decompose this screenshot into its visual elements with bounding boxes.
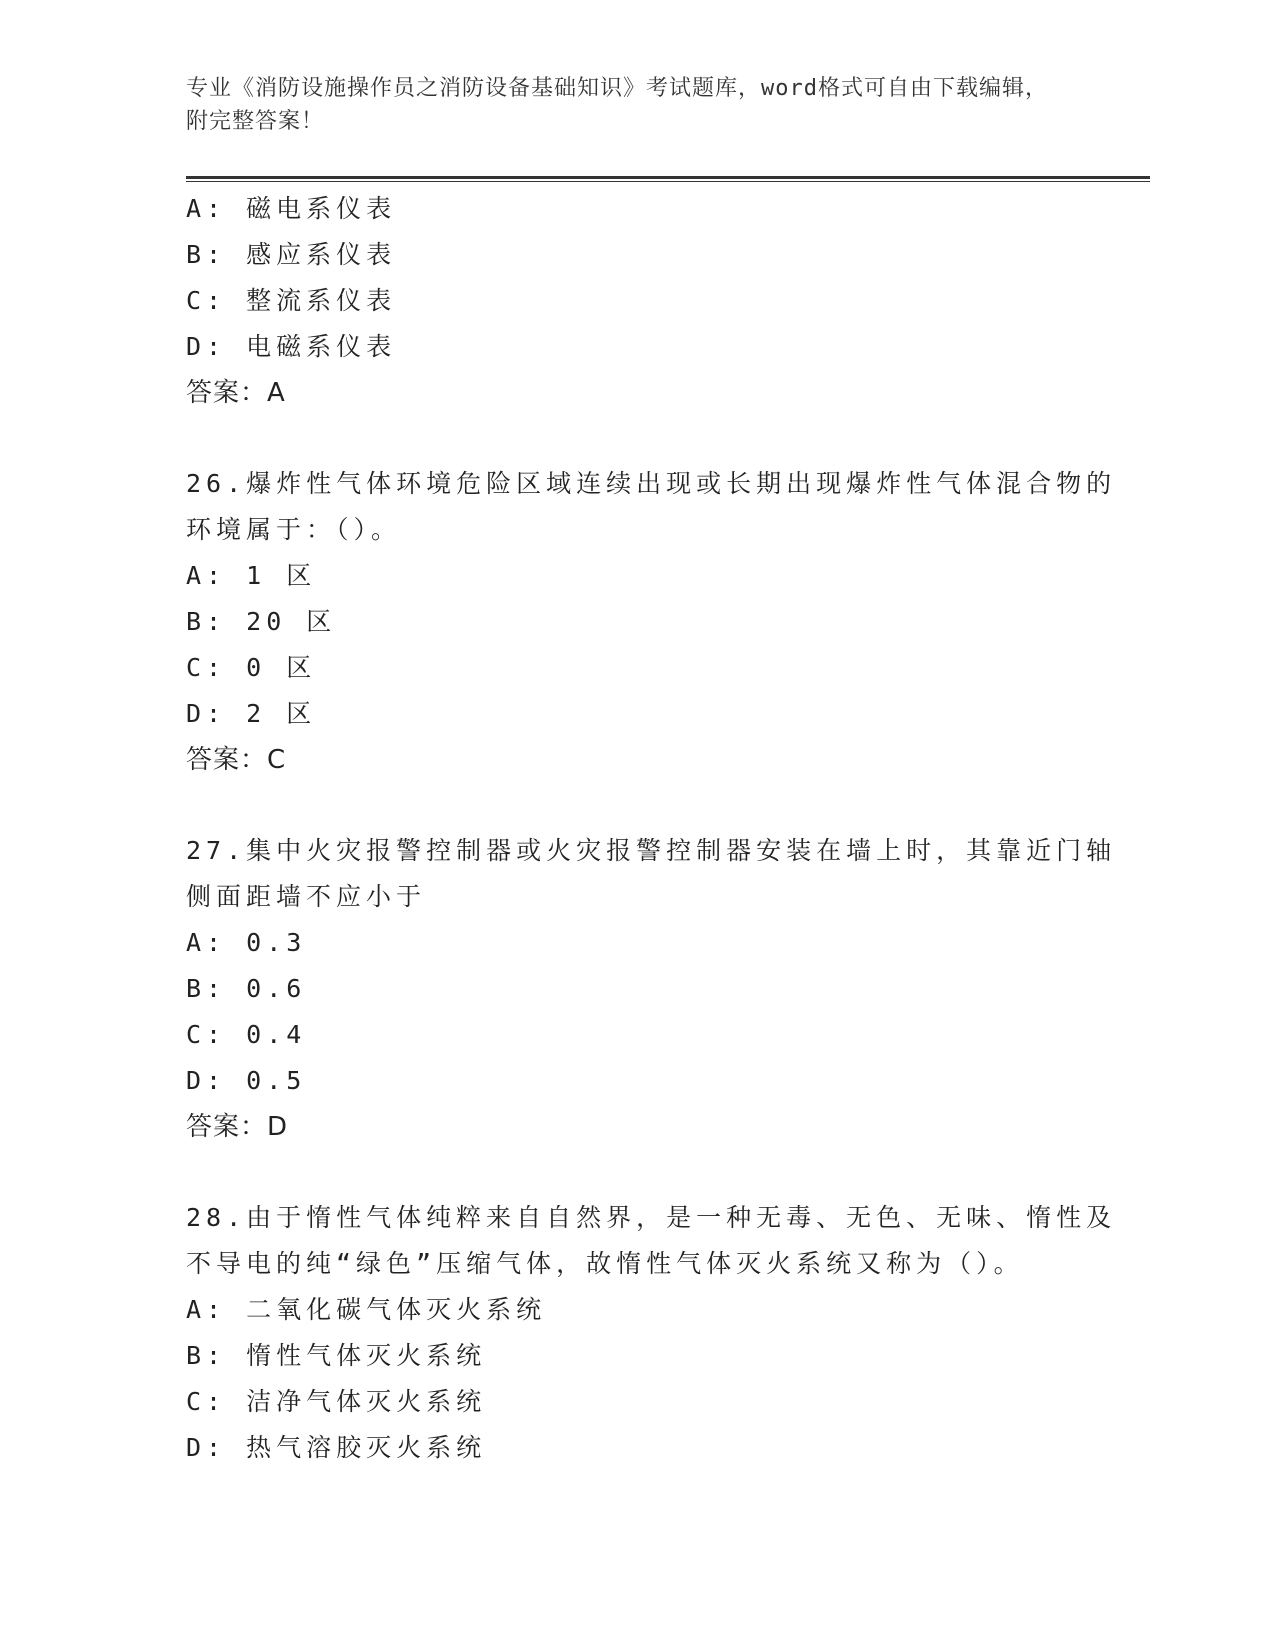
question-stem: 侧面距墙不应小于: [186, 882, 427, 911]
question-stem: 28.由于惰性气体纯粹来自自然界，是一种无毒、无色、无味、惰性及: [186, 1203, 1117, 1232]
option-d: D: 热气溶胶灭火系统: [186, 1433, 487, 1462]
option-c: C: 洁净气体灭火系统: [186, 1387, 487, 1416]
option-c: C: 整流系仪表: [186, 286, 397, 315]
option-c: C: 0.4: [186, 1020, 307, 1049]
header-rule-thin: [186, 181, 1150, 182]
option-c: C: 0 区: [186, 653, 317, 682]
document-header: 专业《消防设施操作员之消防设备基础知识》考试题库，word格式可自由下载编辑，附完整答案！: [186, 76, 1048, 134]
answer-line: 答案：D: [186, 1112, 289, 1142]
option-b: B: 感应系仪表: [186, 240, 397, 269]
question-stem: 不导电的纯“绿色”压缩气体，故惰性气体灭火系统又称为（）。: [186, 1249, 1024, 1278]
question-stem: 环境属于：（）。: [186, 515, 402, 544]
option-b: B: 惰性气体灭火系统: [186, 1341, 487, 1370]
option-d: D: 0.5: [186, 1066, 307, 1095]
option-d: D: 2 区: [186, 699, 317, 728]
option-a: A: 1 区: [186, 561, 317, 590]
option-a: A: 0.3: [186, 928, 307, 957]
question-stem: 27.集中火灾报警控制器或火灾报警控制器安装在墙上时，其靠近门轴: [186, 836, 1117, 865]
question-stem: 26.爆炸性气体环境危险区域连续出现或长期出现爆炸性气体混合物的: [186, 469, 1117, 498]
header-rule-thick: [186, 176, 1150, 179]
option-a: A: 磁电系仪表: [186, 194, 397, 223]
answer-line: 答案：C: [186, 745, 287, 775]
option-b: B: 0.6: [186, 974, 307, 1003]
question-27: [186, 828, 1117, 1150]
answer-line: 答案：A: [186, 378, 286, 408]
question-25-continuation: [186, 186, 1086, 416]
question-26: [186, 461, 1117, 783]
option-b: B: 20 区: [186, 607, 337, 636]
question-list: [186, 186, 1117, 1471]
option-d: D: 电磁系仪表: [186, 332, 397, 361]
question-28: [186, 1195, 1117, 1471]
option-a: A: 二氧化碳气体灭火系统: [186, 1295, 547, 1324]
